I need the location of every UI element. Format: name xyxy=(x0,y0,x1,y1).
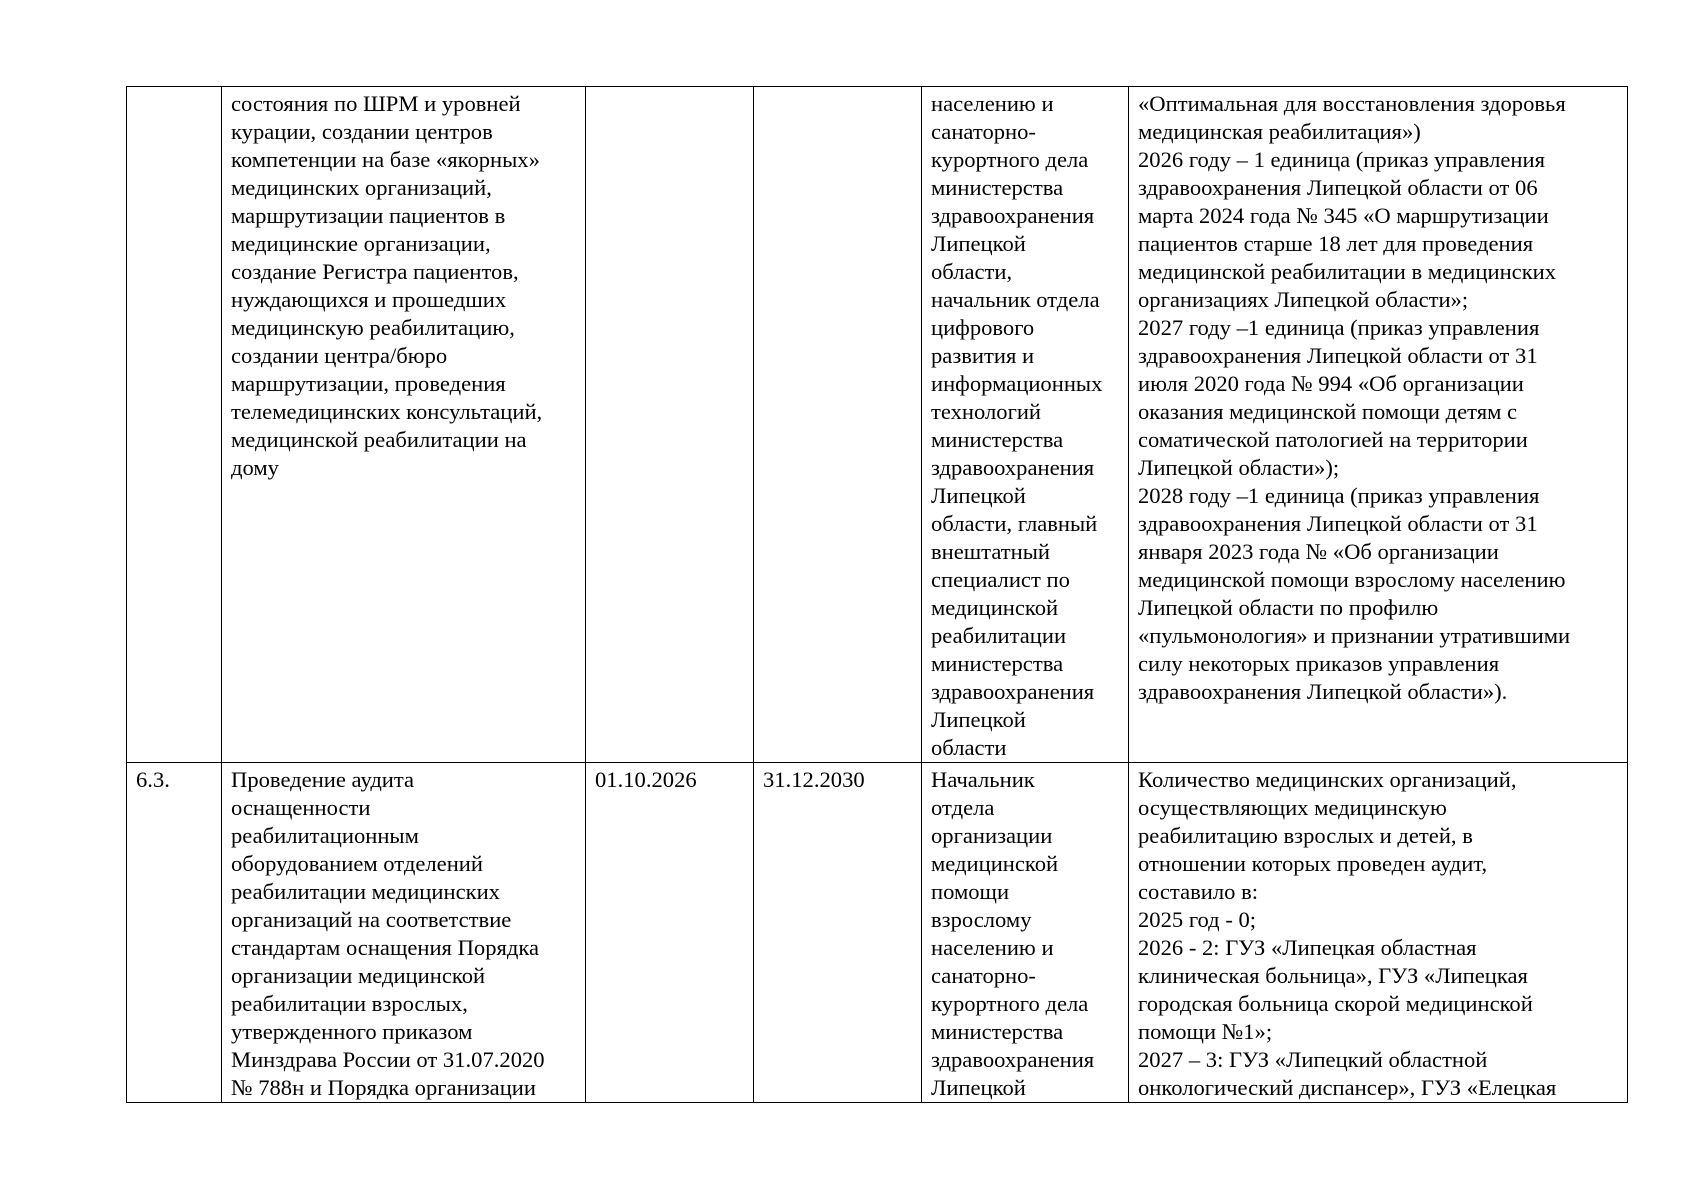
cell-text-line: курации, создании центров xyxy=(231,119,493,144)
cell-text-line: 2028 году –1 единица (приказ управления xyxy=(1138,483,1540,508)
cell-text-line: здравоохранения xyxy=(931,1047,1095,1072)
start-date: 01.10.2026 xyxy=(595,767,697,792)
cell-text-line: июля 2020 года № 994 «Об организации xyxy=(1138,371,1524,396)
cell-text-line: медицинской xyxy=(931,595,1059,620)
cell-text-line: реабилитации взрослых, xyxy=(231,991,468,1016)
cell-text-line: здравоохранения xyxy=(931,679,1095,704)
cell-text-line: оборудованием отделений xyxy=(231,851,483,876)
cell-text-line: Липецкой xyxy=(931,231,1026,256)
cell-text-line: 2026 - 2: ГУЗ «Липецкая областная xyxy=(1138,935,1477,960)
cell-text-line: составило в: xyxy=(1138,879,1259,904)
cell-text-line: создании центра/бюро xyxy=(231,343,448,368)
cell-text-line: цифрового xyxy=(931,315,1035,340)
cell-text-line: силу некоторых приказов управления xyxy=(1138,651,1500,676)
responsible-cell xyxy=(922,763,1129,1103)
cell-text-line: стандартам оснащения Порядка xyxy=(231,935,540,960)
cell-text-line: населению и xyxy=(931,935,1054,960)
row-number: 6.3. xyxy=(136,767,170,792)
cell-text-line: Липецкой xyxy=(931,707,1026,732)
cell-text-line: осуществляющих медицинскую xyxy=(1138,795,1447,820)
cell-text-line: информационных xyxy=(931,371,1103,396)
cell-text-line: нуждающихся и прошедших xyxy=(231,287,507,312)
cell-text-line: отдела xyxy=(931,795,995,820)
cell-text-line: компетенции на базе «якорных» xyxy=(231,147,540,172)
cell-text-line: Липецкой области»); xyxy=(1138,455,1340,480)
cell-text-line: 2025 год - 0; xyxy=(1138,907,1257,932)
cell-text-line: января 2023 года № «Об организации xyxy=(1138,539,1499,564)
cell-text-line: министерства xyxy=(931,651,1064,676)
cell-text-line: медицинская реабилитация») xyxy=(1138,119,1421,144)
cell-text-line: населению и xyxy=(931,91,1054,116)
cell-text-line: клиническая больница», ГУЗ «Липецкая xyxy=(1138,963,1528,988)
end-date-cell xyxy=(754,763,922,1103)
cell-text-line: здравоохранения Липецкой области»). xyxy=(1138,679,1508,704)
cell-text-line: здравоохранения Липецкой области от 06 xyxy=(1138,175,1538,200)
cell-text-line: Минздрава России от 31.07.2020 xyxy=(231,1047,545,1072)
activity-cell xyxy=(222,763,586,1103)
result-cell xyxy=(1129,87,1628,763)
cell-text-line: помощи №1»; xyxy=(1138,1019,1273,1044)
table-row xyxy=(127,763,1628,1103)
cell-text-line: оснащенности xyxy=(231,795,371,820)
cell-text-line: здравоохранения Липецкой области от 31 xyxy=(1138,511,1538,536)
cell-text-line: телемедицинских консультаций, xyxy=(231,399,543,424)
cell-text-line: курортного дела xyxy=(931,147,1089,172)
cell-text-line: области, главный xyxy=(931,511,1098,536)
cell-text-line: 2027 году –1 единица (приказ управления xyxy=(1138,315,1540,340)
cell-text-line: реабилитации xyxy=(931,623,1067,648)
table-row xyxy=(127,87,1628,763)
cell-text-line: медицинской реабилитации на xyxy=(231,427,527,452)
start-date-cell xyxy=(586,87,754,763)
cell-text-line: министерства xyxy=(931,175,1064,200)
cell-text-line: Липецкой области по профилю xyxy=(1138,595,1439,620)
cell-text-line: реабилитацию взрослых и детей, в xyxy=(1138,823,1473,848)
cell-text-line: медицинской xyxy=(931,851,1059,876)
cell-text-line: соматической патологией на территории xyxy=(1138,427,1528,452)
cell-text-line: Липецкой xyxy=(931,483,1026,508)
cell-text-line: онкологический диспансер», ГУЗ «Елецкая xyxy=(1138,1075,1557,1100)
cell-text-line: министерства xyxy=(931,1019,1064,1044)
cell-text-line: развития и xyxy=(931,343,1035,368)
start-date-cell xyxy=(586,763,754,1103)
cell-text-line: организаций на соответствие xyxy=(231,907,512,932)
cell-text-line: № 788н и Порядка организации xyxy=(231,1075,536,1100)
cell-text-line: здравоохранения xyxy=(931,455,1095,480)
cell-text-line: медицинские организации, xyxy=(231,231,491,256)
cell-text-line: технологий xyxy=(931,399,1042,424)
cell-text-line: реабилитации медицинских xyxy=(231,879,500,904)
activity-cell xyxy=(222,87,586,763)
row-number-cell xyxy=(127,87,222,763)
cell-text-line: медицинской реабилитации в медицинских xyxy=(1138,259,1557,284)
cell-text-line: организации медицинской xyxy=(231,963,486,988)
cell-text-line: медицинской помощи взрослому населению xyxy=(1138,567,1566,592)
cell-text-line: 2026 году – 1 единица (приказ управления xyxy=(1138,147,1545,172)
end-date: 31.12.2030 xyxy=(763,767,865,792)
cell-text-line: взрослому xyxy=(931,907,1032,932)
cell-text-line: состояния по ШРМ и уровней xyxy=(231,91,521,116)
cell-text-line: «пульмонология» и признании утратившими xyxy=(1138,623,1571,648)
cell-text-line: медицинскую реабилитацию, xyxy=(231,315,515,340)
cell-text-line: области, xyxy=(931,259,1013,284)
cell-text-line: организации xyxy=(931,823,1053,848)
cell-text-line: внештатный xyxy=(931,539,1051,564)
cell-text-line: министерства xyxy=(931,427,1064,452)
cell-text-line: санаторно- xyxy=(931,963,1036,988)
cell-text-line: Начальник xyxy=(931,767,1035,792)
cell-text-line: Липецкой xyxy=(931,1075,1026,1100)
cell-text-line: отношении которых проведен аудит, xyxy=(1138,851,1488,876)
cell-text-line: Проведение аудита xyxy=(231,767,415,792)
result-cell xyxy=(1129,763,1628,1103)
cell-text-line: 2027 – 3: ГУЗ «Липецкий областной xyxy=(1138,1047,1488,1072)
cell-text-line: маршрутизации пациентов в xyxy=(231,203,506,228)
cell-text-line: курортного дела xyxy=(931,991,1089,1016)
cell-text-line: оказания медицинской помощи детям с xyxy=(1138,399,1518,424)
cell-text-line: «Оптимальная для восстановления здоровья xyxy=(1138,91,1566,116)
cell-text-line: Количество медицинских организаций, xyxy=(1138,767,1517,792)
cell-text-line: организациях Липецкой области»; xyxy=(1138,287,1469,312)
cell-text-line: начальник отдела xyxy=(931,287,1100,312)
cell-text-line: марта 2024 года № 345 «О маршрутизации xyxy=(1138,203,1549,228)
cell-text-line: утвержденного приказом xyxy=(231,1019,473,1044)
cell-text-line: маршрутизации, проведения xyxy=(231,371,506,396)
cell-text-line: дому xyxy=(231,455,279,480)
cell-text-line: санаторно- xyxy=(931,119,1036,144)
row-number-cell xyxy=(127,763,222,1103)
responsible-cell xyxy=(922,87,1129,763)
cell-text-line: помощи xyxy=(931,879,1010,904)
cell-text-line: пациентов старше 18 лет для проведения xyxy=(1138,231,1534,256)
document-table xyxy=(126,86,1628,1103)
cell-text-line: городская больница скорой медицинской xyxy=(1138,991,1533,1016)
cell-text-line: медицинских организаций, xyxy=(231,175,492,200)
cell-text-line: создание Регистра пациентов, xyxy=(231,259,519,284)
cell-text-line: специалист по xyxy=(931,567,1070,592)
end-date-cell xyxy=(754,87,922,763)
cell-text-line: здравоохранения xyxy=(931,203,1095,228)
cell-text-line: области xyxy=(931,735,1007,760)
cell-text-line: реабилитационным xyxy=(231,823,419,848)
cell-text-line: здравоохранения Липецкой области от 31 xyxy=(1138,343,1538,368)
